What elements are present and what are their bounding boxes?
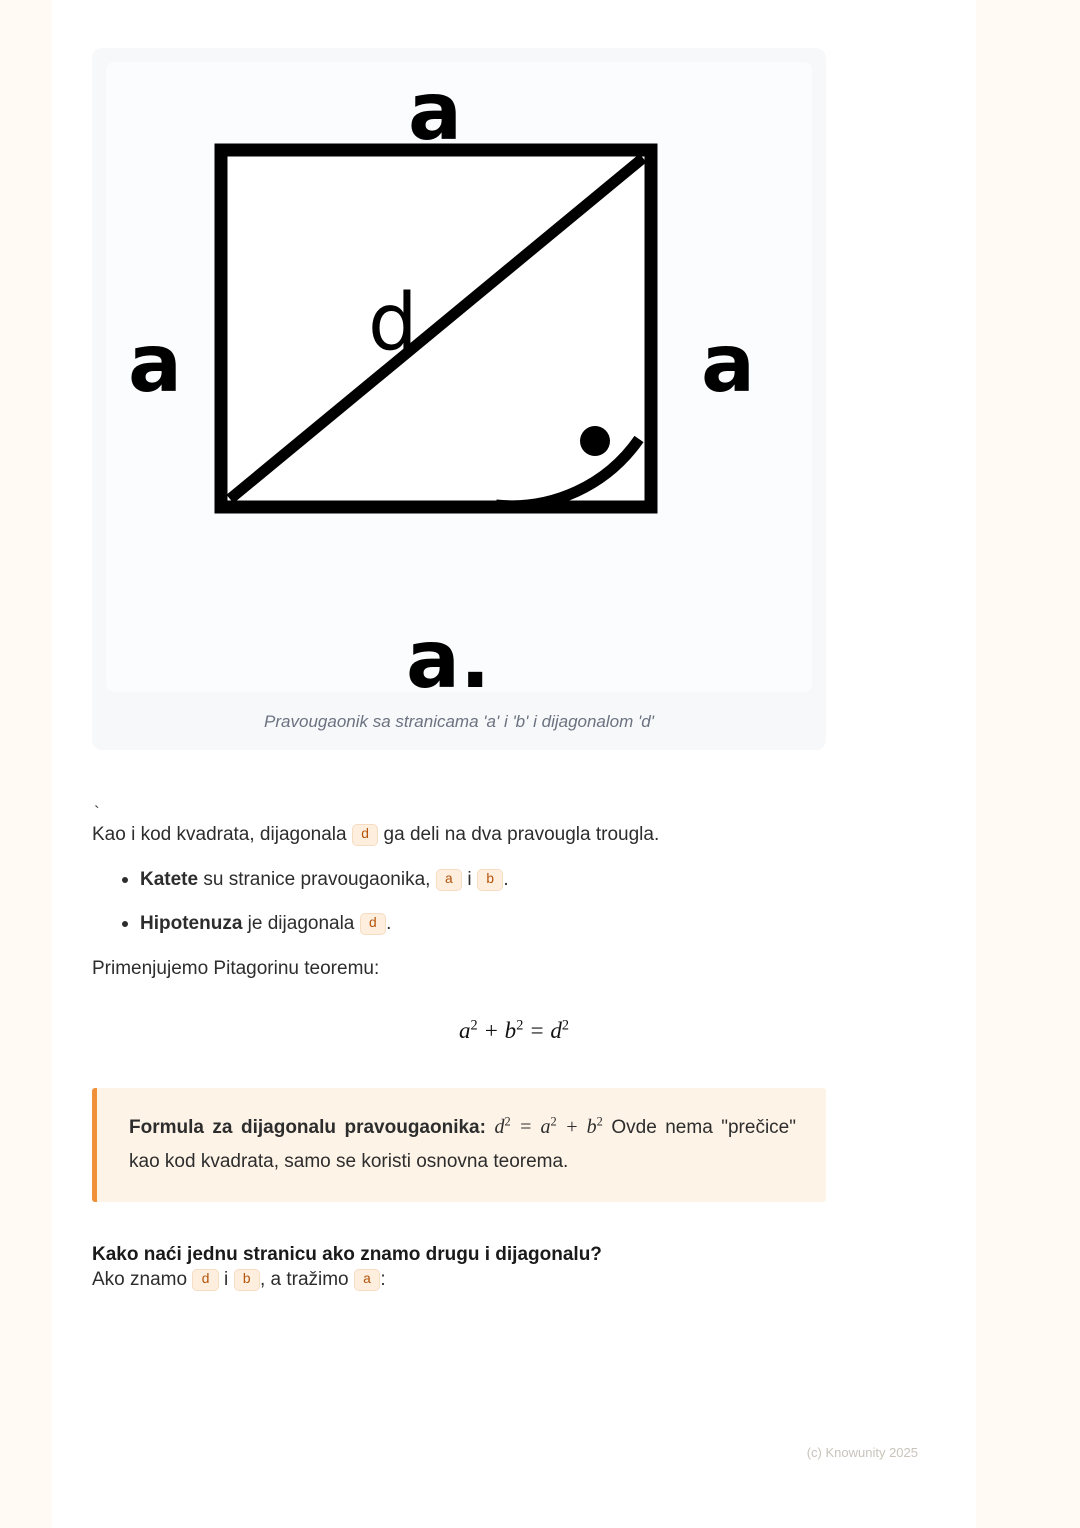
para3-conj: i: [224, 1268, 229, 1290]
document-page: [52, 0, 976, 1528]
code-chip-a: a: [354, 1269, 380, 1291]
callout-formula: $d^2 = a^2 + b^2$: [494, 1114, 603, 1138]
para3-text-before: Ako znamo: [92, 1268, 188, 1290]
code-chip-b: b: [234, 1269, 260, 1291]
figure-label-right: a: [701, 317, 755, 410]
figure-label-diagonal: d: [368, 278, 418, 368]
bullet-1-term: Katete: [140, 868, 199, 890]
para3-after: :: [380, 1268, 386, 1290]
document-content: [92, 48, 936, 1294]
watermark: (c) Knowunity 2025: [806, 1445, 918, 1460]
bullet-list: [92, 866, 936, 939]
bullet-2-term: Hipotenuza: [140, 913, 243, 934]
paragraph-find-side: [92, 1266, 936, 1295]
section-subheading: Kako naći jednu stranicu ako znamo drugu i dijagonalu?: [92, 1243, 602, 1265]
callout-rest: Ovde nema "prečice" kao kod kvadrata, samo se koristi osnovna teorema.: [129, 1116, 796, 1172]
formula-pythagoras: [92, 1017, 936, 1044]
bullet-1-text: su stranice pravougaonika,: [203, 868, 431, 890]
bullet-2-period: .: [386, 913, 392, 934]
callout-lead: Formula za dijagonalu pravougaonika:: [129, 1116, 486, 1138]
code-chip-a: a: [436, 869, 462, 891]
list-item: [122, 910, 936, 939]
figure-label-left: a: [128, 317, 182, 410]
code-chip-d: d: [352, 824, 378, 846]
paragraph-pythagoras-intro: Primenjujemo Pitagorinu teoremu:: [92, 957, 380, 979]
para3-mid: , a tražimo: [259, 1268, 349, 1290]
figure-label-top: a: [408, 65, 462, 158]
figure-image: [106, 62, 812, 692]
formula-text: $a^2 + b^2 = d^2$: [459, 1017, 569, 1043]
figure-caption: Pravougaonik sa stranicama 'a' i 'b' i dijagonalom 'd': [264, 712, 654, 731]
code-chip-d: d: [192, 1269, 218, 1291]
figure-card: [92, 48, 826, 750]
bullet-1-period: .: [503, 868, 509, 890]
figure-label-bottom: a.: [406, 613, 491, 692]
code-chip-b: b: [477, 869, 503, 891]
bullet-1-conj: i: [467, 868, 472, 890]
para1-text-before: Kao i kod kvadrata, dijagonala: [92, 824, 347, 845]
list-item: [122, 866, 936, 895]
callout-formula-box: [92, 1088, 826, 1202]
stray-backtick: `: [94, 803, 100, 822]
paragraph-diagonal-split: [92, 821, 936, 850]
para1-text-after: ga deli na dva pravougla trougla.: [383, 824, 660, 845]
code-chip-d: d: [360, 913, 386, 935]
bullet-2-text: je dijagonala: [247, 913, 355, 934]
